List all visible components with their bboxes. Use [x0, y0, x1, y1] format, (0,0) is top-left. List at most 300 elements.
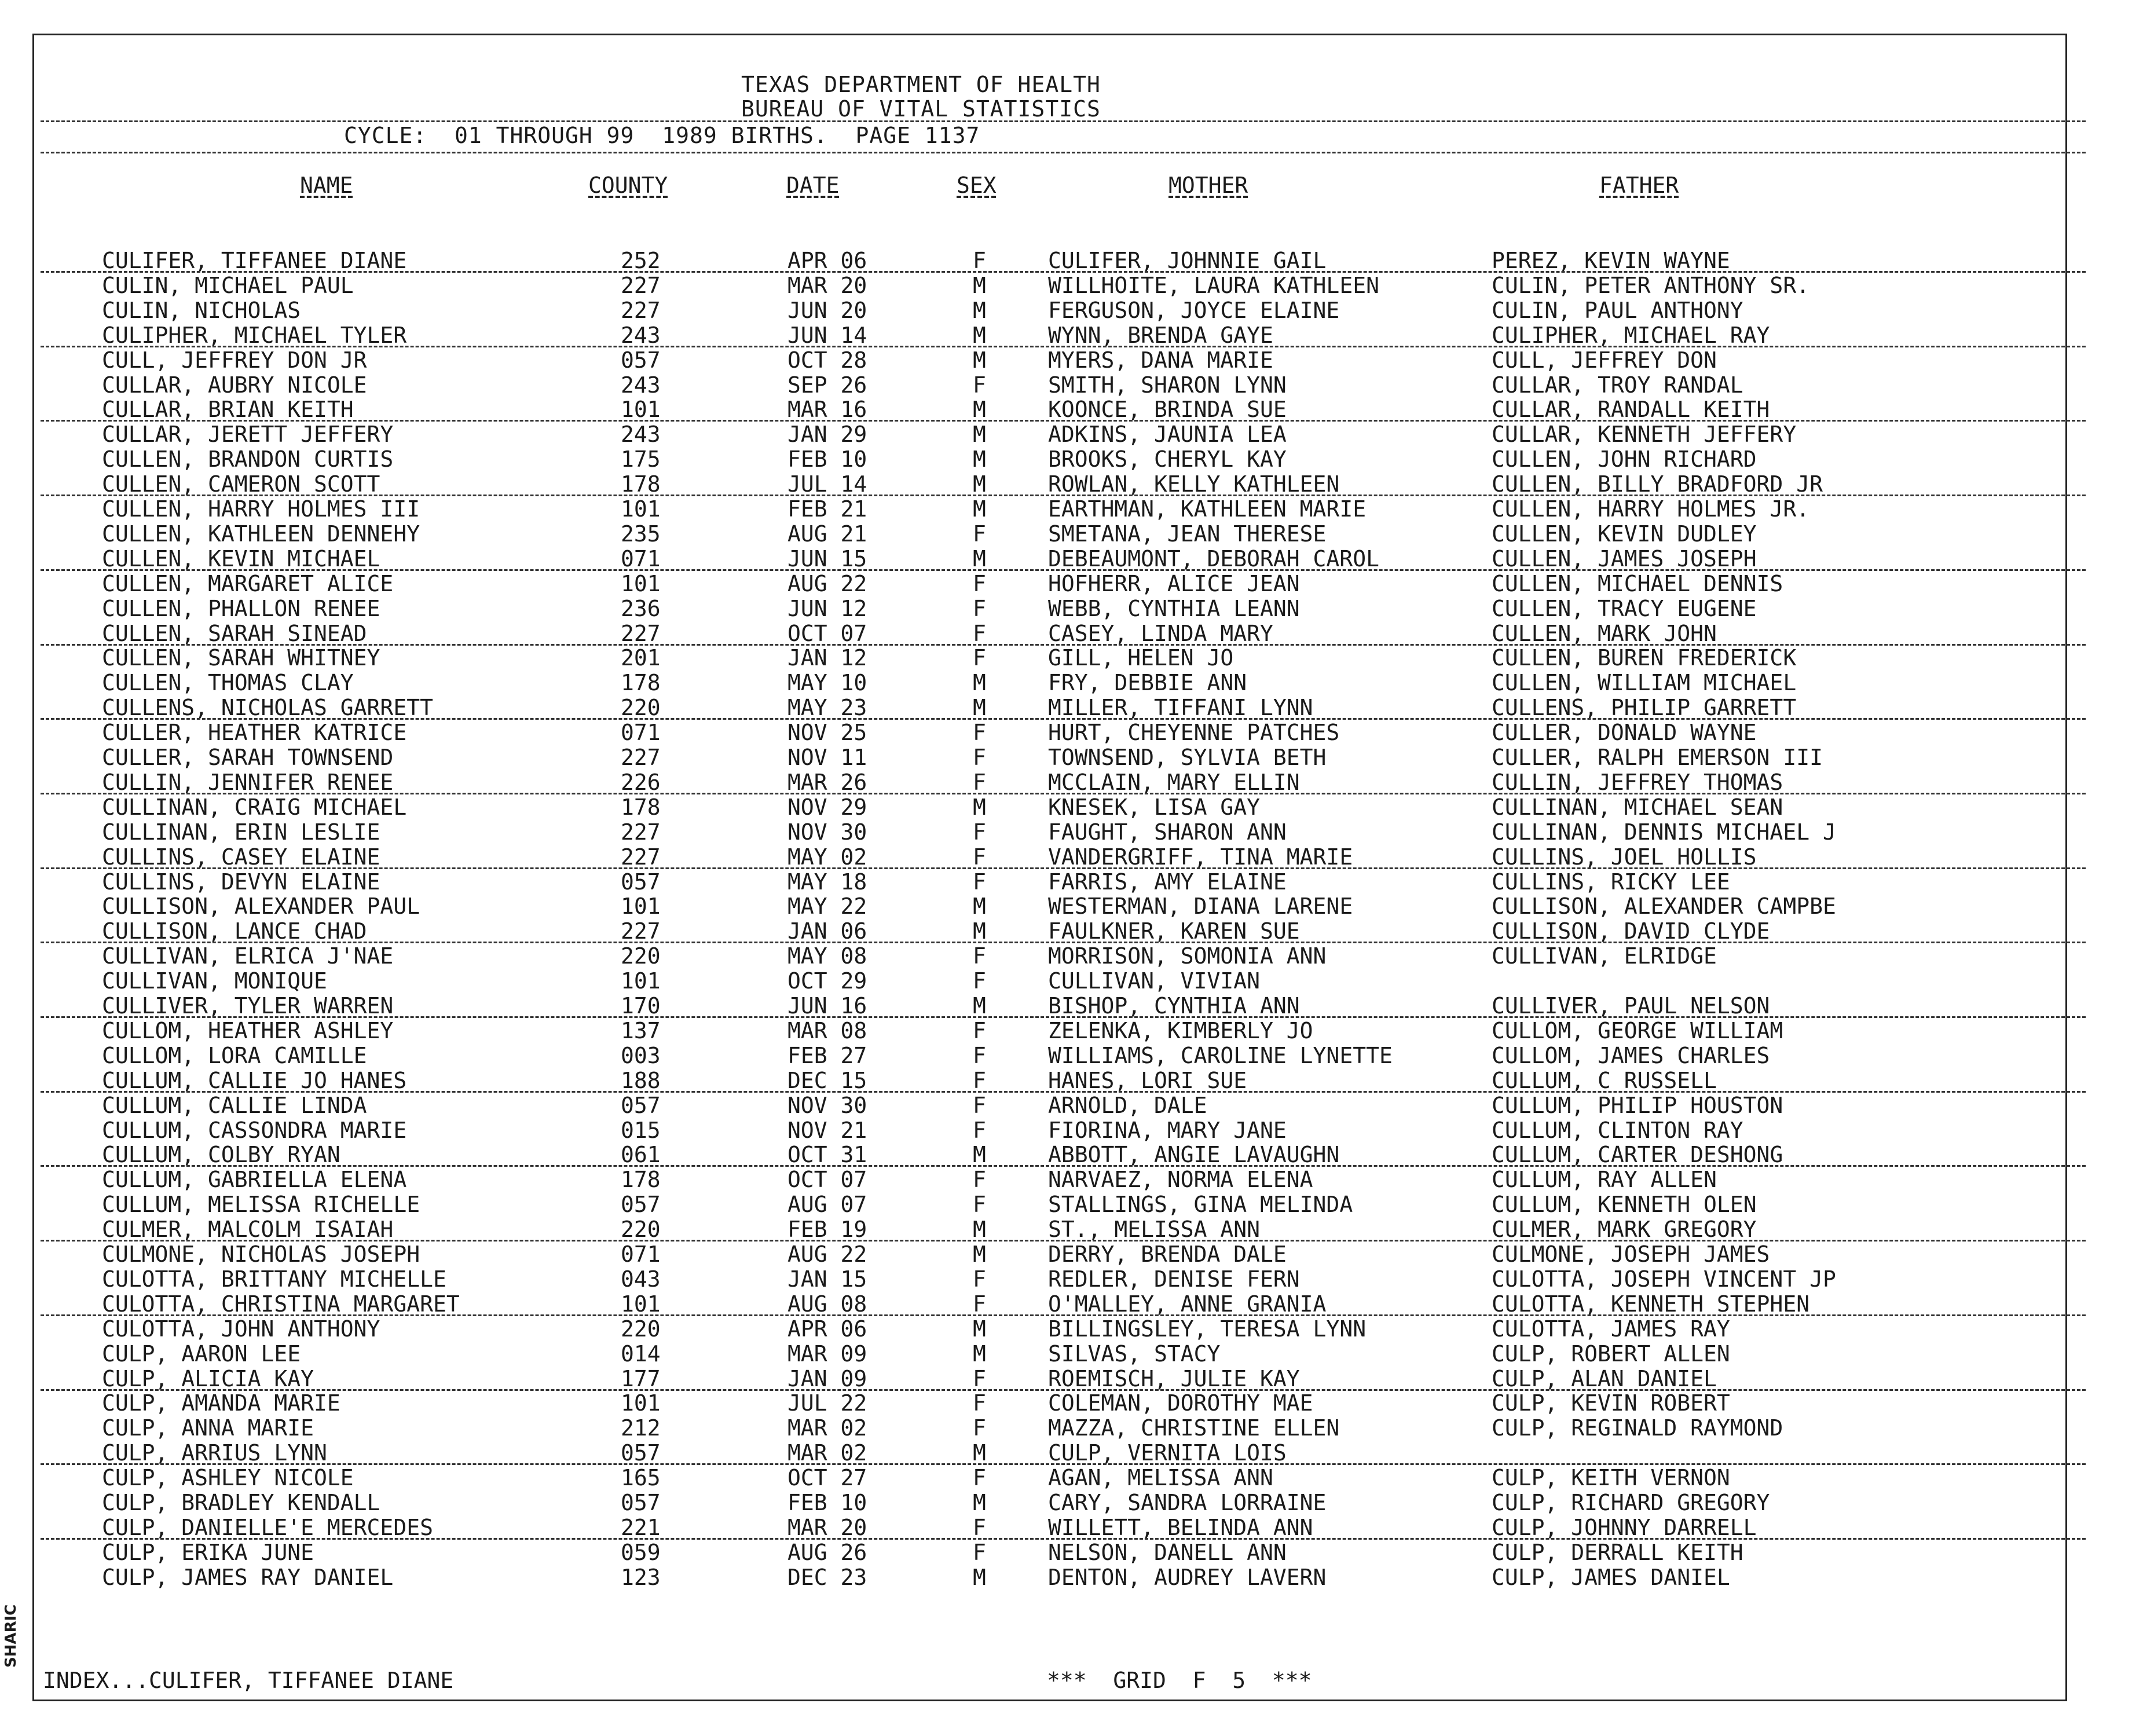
cell-mother: BISHOP, CYNTHIA ANN	[1048, 993, 1300, 1019]
cell-father: CULP, DERRALL KEITH	[1492, 1539, 1743, 1565]
cell-sex: M	[973, 1564, 986, 1590]
cell-sex: M	[973, 347, 986, 373]
cell-sex: M	[973, 1217, 986, 1243]
cell-date: JAN 12	[787, 645, 867, 671]
cell-mother: ARNOLD, DALE	[1048, 1092, 1207, 1118]
cell-county: 220	[621, 943, 661, 969]
cell-county: 227	[621, 918, 661, 944]
cell-father: CULLIVER, PAUL NELSON	[1492, 993, 1770, 1019]
cell-sex: F	[973, 1415, 986, 1441]
cell-date: FEB 27	[787, 1042, 867, 1068]
cell-father: CULLER, DONALD WAYNE	[1492, 720, 1757, 746]
cell-name: CULLIVAN, ELRICA J'NAE	[102, 943, 394, 969]
table-row	[0, 893, 2132, 918]
cell-father: CULLEN, TRACY EUGENE	[1492, 595, 1757, 621]
cell-name: CULP, ERIKA JUNE	[102, 1539, 314, 1565]
cell-mother: ABBOTT, ANGIE LAVAUGHN	[1048, 1142, 1340, 1168]
cell-father: CULLEN, HARRY HOLMES JR.	[1492, 496, 1810, 522]
cell-mother: ST., MELISSA ANN	[1048, 1217, 1261, 1243]
cell-mother: ADKINS, JAUNIA LEA	[1048, 422, 1287, 448]
cell-father: CULP, RICHARD GREGORY	[1492, 1490, 1770, 1515]
side-label: SHARIC	[2, 1604, 20, 1668]
cell-county: 003	[621, 1042, 661, 1068]
cell-mother: NARVAEZ, NORMA ELENA	[1048, 1167, 1313, 1193]
cell-county: 220	[621, 695, 661, 721]
cell-sex: F	[973, 869, 986, 895]
cell-sex: F	[973, 248, 986, 273]
table-row	[0, 869, 2132, 894]
table-row	[0, 1142, 2132, 1167]
table-row	[0, 1490, 2132, 1515]
table-row	[0, 1043, 2132, 1068]
cell-mother: MAZZA, CHRISTINE ELLEN	[1048, 1415, 1340, 1441]
cell-county: 061	[621, 1142, 661, 1168]
cell-county: 243	[621, 422, 661, 448]
cell-mother: WESTERMAN, DIANA LARENE	[1048, 893, 1353, 920]
cell-father: CULLEN, JAMES JOSEPH	[1492, 545, 1757, 572]
cell-name: CULIN, NICHOLAS	[102, 297, 301, 323]
cell-date: AUG 26	[787, 1539, 867, 1565]
cell-sex: F	[973, 1539, 986, 1565]
cell-date: MAR 02	[787, 1440, 867, 1466]
cell-sex: F	[973, 1067, 986, 1093]
table-row	[0, 422, 2132, 446]
cell-date: MAR 02	[787, 1415, 867, 1441]
cell-county: 043	[621, 1266, 661, 1292]
cell-county: 057	[621, 869, 661, 895]
header-divider-2	[41, 152, 2086, 153]
cell-mother: HANES, LORI SUE	[1048, 1067, 1247, 1093]
cell-sex: F	[973, 1117, 986, 1143]
table-row	[0, 968, 2132, 993]
cell-sex: M	[973, 397, 986, 423]
cell-sex: F	[973, 1390, 986, 1416]
cell-sex: M	[973, 670, 986, 696]
cell-name: CULLER, SARAH TOWNSEND	[102, 745, 394, 770]
cell-name: CULP, ASHLEY NICOLE	[102, 1465, 354, 1491]
cell-county: 057	[621, 1440, 661, 1466]
cell-father: CULIN, PAUL ANTHONY	[1492, 297, 1743, 323]
cell-county: 123	[621, 1564, 661, 1590]
cell-mother: ROWLAN, KELLY KATHLEEN	[1048, 471, 1340, 497]
cell-sex: M	[973, 322, 986, 348]
cell-mother: COLEMAN, DOROTHY MAE	[1048, 1390, 1313, 1416]
cell-date: OCT 31	[787, 1142, 867, 1168]
cell-county: 212	[621, 1415, 661, 1441]
col-header-sex: SEX	[957, 173, 997, 198]
cell-county: 243	[621, 372, 661, 398]
cell-date: JAN 29	[787, 422, 867, 448]
table-row	[0, 1440, 2132, 1465]
cell-father: CULLUM, CARTER DESHONG	[1492, 1142, 1783, 1168]
cell-father: CULP, KEITH VERNON	[1492, 1465, 1730, 1491]
cell-county: 227	[621, 620, 661, 646]
agency-title: TEXAS DEPARTMENT OF HEALTH	[741, 72, 1101, 97]
cell-date: JUN 20	[787, 297, 867, 323]
cell-date: JUN 12	[787, 595, 867, 621]
cell-date: OCT 07	[787, 1167, 867, 1193]
cell-date: APR 06	[787, 1316, 867, 1342]
cell-name: CULIFER, TIFFANEE DIANE	[102, 248, 407, 273]
cell-date: MAR 26	[787, 769, 867, 795]
cell-sex: F	[973, 769, 986, 795]
cell-county: 057	[621, 347, 661, 373]
cell-father: CULLAR, RANDALL KEITH	[1492, 397, 1770, 423]
cell-name: CULLUM, GABRIELLA ELENA	[102, 1167, 407, 1193]
col-header-father: FATHER	[1599, 173, 1679, 198]
cell-name: CULLOM, LORA CAMILLE	[102, 1042, 367, 1068]
cell-date: NOV 25	[787, 720, 867, 746]
cell-county: 243	[621, 322, 661, 348]
table-row	[0, 819, 2132, 844]
cell-date: FEB 21	[787, 496, 867, 522]
cell-date: DEC 23	[787, 1564, 867, 1590]
cell-mother: EARTHMAN, KATHLEEN MARIE	[1048, 496, 1367, 522]
cell-county: 201	[621, 645, 661, 671]
cell-name: CULLOM, HEATHER ASHLEY	[102, 1017, 394, 1043]
table-row	[0, 1018, 2132, 1043]
cell-sex: M	[973, 471, 986, 497]
cell-name: CULP, BRADLEY KENDALL	[102, 1490, 380, 1515]
cell-date: MAY 22	[787, 893, 867, 920]
cell-county: 178	[621, 670, 661, 696]
table-row	[0, 1540, 2132, 1565]
cell-name: CULP, ALICIA KAY	[102, 1365, 314, 1391]
cell-date: APR 06	[787, 248, 867, 273]
cell-name: CULP, ANNA MARIE	[102, 1415, 314, 1441]
cell-mother: FARRIS, AMY ELAINE	[1048, 869, 1287, 895]
header-divider	[41, 120, 2086, 122]
cell-sex: F	[973, 1017, 986, 1043]
cell-sex: M	[973, 695, 986, 721]
table-row	[0, 298, 2132, 323]
table-row	[0, 1515, 2132, 1540]
cell-mother: WEBB, CYNTHIA LEANN	[1048, 595, 1300, 621]
cell-father: CULLIVAN, ELRIDGE	[1492, 943, 1717, 969]
cell-date: NOV 11	[787, 745, 867, 770]
cell-date: JAN 09	[787, 1365, 867, 1391]
cell-mother: FAUGHT, SHARON ANN	[1048, 819, 1287, 845]
cell-county: 101	[621, 893, 661, 920]
cell-sex: F	[973, 1266, 986, 1292]
table-row	[0, 1341, 2132, 1366]
cell-father: CULOTTA, JAMES RAY	[1492, 1316, 1730, 1342]
cell-name: CULP, ARRIUS LYNN	[102, 1440, 327, 1466]
table-row	[0, 596, 2132, 621]
cell-date: JUL 14	[787, 471, 867, 497]
cell-mother: WYNN, BRENDA GAYE	[1048, 322, 1273, 348]
cell-father: CULLUM, PHILIP HOUSTON	[1492, 1092, 1783, 1118]
table-row	[0, 1291, 2132, 1316]
cell-county: 175	[621, 446, 661, 473]
table-row	[0, 347, 2132, 372]
cell-county: 059	[621, 1539, 661, 1565]
cell-sex: F	[973, 645, 986, 671]
cell-mother: TOWNSEND, SYLVIA BETH	[1048, 745, 1327, 770]
cell-father: CULLISON, DAVID CLYDE	[1492, 918, 1770, 944]
cell-name: CULP, JAMES RAY DANIEL	[102, 1564, 394, 1590]
cell-county: 057	[621, 1192, 661, 1218]
cell-father: CULLUM, KENNETH OLEN	[1492, 1192, 1757, 1218]
cell-name: CULLIN, JENNIFER RENEE	[102, 769, 394, 795]
cell-county: 226	[621, 769, 661, 795]
cell-mother: DEBEAUMONT, DEBORAH CAROL	[1048, 545, 1379, 572]
cell-county: 101	[621, 968, 661, 994]
table-row	[0, 1316, 2132, 1341]
table-row	[0, 397, 2132, 422]
cell-father: CULLUM, C RUSSELL	[1492, 1067, 1717, 1093]
cell-father: CULLINAN, DENNIS MICHAEL J	[1492, 819, 1836, 845]
cell-father: CULLEN, WILLIAM MICHAEL	[1492, 670, 1797, 696]
cell-sex: F	[973, 620, 986, 646]
table-row	[0, 670, 2132, 695]
cell-county: 178	[621, 1167, 661, 1193]
footer-grid: *** GRID F 5 ***	[1047, 1668, 1312, 1693]
cell-father: CULLER, RALPH EMERSON III	[1492, 745, 1823, 770]
table-row	[0, 1366, 2132, 1391]
cell-father: CULL, JEFFREY DON	[1492, 347, 1717, 373]
cell-father: CULOTTA, KENNETH STEPHEN	[1492, 1291, 1810, 1317]
cell-date: JAN 06	[787, 918, 867, 944]
cell-date: JUN 16	[787, 993, 867, 1019]
table-row	[0, 471, 2132, 496]
cell-mother: WILLHOITE, LAURA KATHLEEN	[1048, 272, 1379, 298]
cell-date: MAY 23	[787, 695, 867, 721]
cell-date: MAY 10	[787, 670, 867, 696]
cell-county: 227	[621, 745, 661, 770]
cell-county: 177	[621, 1365, 661, 1391]
cell-father: CULP, ALAN DANIEL	[1492, 1365, 1717, 1391]
cell-sex: F	[973, 1092, 986, 1118]
cell-father: CULLINAN, MICHAEL SEAN	[1492, 794, 1783, 820]
cell-name: CULLUM, CALLIE JO HANES	[102, 1067, 407, 1093]
cell-mother: MORRISON, SOMONIA ANN	[1048, 943, 1327, 969]
cell-mother: FIORINA, MARY JANE	[1048, 1117, 1287, 1143]
cell-sex: F	[973, 1042, 986, 1068]
table-row	[0, 1217, 2132, 1241]
cell-name: CULLINAN, CRAIG MICHAEL	[102, 794, 407, 820]
cell-mother: HOFHERR, ALICE JEAN	[1048, 570, 1300, 596]
cell-date: SEP 26	[787, 372, 867, 398]
cell-sex: F	[973, 745, 986, 770]
cell-father: CULP, KEVIN ROBERT	[1492, 1390, 1730, 1416]
cell-father: CULOTTA, JOSEPH VINCENT JP	[1492, 1266, 1836, 1292]
cell-name: CULLINS, CASEY ELAINE	[102, 844, 380, 870]
cell-date: MAR 08	[787, 1017, 867, 1043]
cell-name: CULLAR, BRIAN KEITH	[102, 397, 354, 423]
cell-sex: F	[973, 1192, 986, 1218]
cell-name: CULOTTA, CHRISTINA MARGARET	[102, 1291, 460, 1317]
cell-father: CULP, REGINALD RAYMOND	[1492, 1415, 1783, 1441]
cell-name: CULLAR, AUBRY NICOLE	[102, 372, 367, 398]
cell-mother: VANDERGRIFF, TINA MARIE	[1048, 844, 1353, 870]
cell-date: NOV 29	[787, 794, 867, 820]
cell-mother: CULP, VERNITA LOIS	[1048, 1440, 1287, 1466]
cell-name: CULLINS, DEVYN ELAINE	[102, 869, 380, 895]
cell-sex: F	[973, 720, 986, 746]
cell-mother: GILL, HELEN JO	[1048, 645, 1234, 671]
table-row	[0, 695, 2132, 720]
cell-mother: O'MALLEY, ANNE GRANIA	[1048, 1291, 1327, 1317]
cell-county: 227	[621, 297, 661, 323]
cell-mother: MILLER, TIFFANI LYNN	[1048, 695, 1313, 721]
cell-father: CULLISON, ALEXANDER CAMPBE	[1492, 893, 1836, 920]
cell-date: JAN 15	[787, 1266, 867, 1292]
table-row	[0, 1415, 2132, 1440]
cell-date: OCT 07	[787, 620, 867, 646]
table-row	[0, 571, 2132, 596]
cell-date: DEC 15	[787, 1067, 867, 1093]
table-row	[0, 1118, 2132, 1142]
cell-father: CULLINS, JOEL HOLLIS	[1492, 844, 1757, 870]
cell-date: MAR 16	[787, 397, 867, 423]
cell-date: NOV 21	[787, 1117, 867, 1143]
cycle-line: CYCLE: 01 THROUGH 99 1989 BIRTHS. PAGE 1137	[344, 123, 980, 148]
cell-name: CULLEN, MARGARET ALICE	[102, 570, 394, 596]
cell-father: CULP, JOHNNY DARRELL	[1492, 1514, 1757, 1540]
cell-mother: CASEY, LINDA MARY	[1048, 620, 1273, 646]
cell-father: CULLINS, RICKY LEE	[1492, 869, 1730, 895]
table-row	[0, 1390, 2132, 1415]
cell-date: JUN 14	[787, 322, 867, 348]
cell-mother: KNESEK, LISA GAY	[1048, 794, 1261, 820]
cell-sex: F	[973, 1291, 986, 1317]
table-row	[0, 1167, 2132, 1192]
cell-county: 101	[621, 397, 661, 423]
cell-father: CULLENS, PHILIP GARRETT	[1492, 695, 1797, 721]
col-header-county: COUNTY	[588, 173, 668, 198]
cell-date: FEB 19	[787, 1217, 867, 1243]
cell-name: CULLEN, HARRY HOLMES III	[102, 496, 420, 522]
cell-name: CULLUM, CALLIE LINDA	[102, 1092, 367, 1118]
cell-county: 071	[621, 720, 661, 746]
cell-county: 252	[621, 248, 661, 273]
cell-father: CULLUM, RAY ALLEN	[1492, 1167, 1717, 1193]
cell-date: JUN 15	[787, 545, 867, 572]
cell-mother: ROEMISCH, JULIE KAY	[1048, 1365, 1300, 1391]
cell-county: 236	[621, 595, 661, 621]
cell-date: MAY 08	[787, 943, 867, 969]
cell-name: CULLEN, SARAH SINEAD	[102, 620, 367, 646]
cell-date: AUG 21	[787, 521, 867, 547]
cell-father: CULLAR, KENNETH JEFFERY	[1492, 422, 1797, 448]
cell-date: OCT 27	[787, 1465, 867, 1491]
cell-name: CULOTTA, JOHN ANTHONY	[102, 1316, 380, 1342]
table-row	[0, 1465, 2132, 1490]
cell-father: CULLUM, CLINTON RAY	[1492, 1117, 1743, 1143]
cell-name: CULL, JEFFREY DON JR	[102, 347, 367, 373]
cell-date: FEB 10	[787, 1490, 867, 1515]
cell-mother: AGAN, MELISSA ANN	[1048, 1465, 1273, 1491]
cell-sex: F	[973, 844, 986, 870]
table-row	[0, 645, 2132, 670]
cell-sex: M	[973, 918, 986, 944]
cell-name: CULLUM, MELISSA RICHELLE	[102, 1192, 420, 1218]
cell-date: OCT 29	[787, 968, 867, 994]
cell-county: 170	[621, 993, 661, 1019]
cell-date: NOV 30	[787, 1092, 867, 1118]
cell-father: CULLEN, KEVIN DUDLEY	[1492, 521, 1757, 547]
cell-father: PEREZ, KEVIN WAYNE	[1492, 248, 1730, 273]
cell-name: CULLIVER, TYLER WARREN	[102, 993, 394, 1019]
cell-county: 221	[621, 1514, 661, 1540]
cell-name: CULIPHER, MICHAEL TYLER	[102, 322, 407, 348]
cell-name: CULP, AMANDA MARIE	[102, 1390, 340, 1416]
cell-father: CULP, JAMES DANIEL	[1492, 1564, 1730, 1590]
table-row	[0, 770, 2132, 794]
cell-county: 178	[621, 471, 661, 497]
cell-father: CULLEN, MARK JOHN	[1492, 620, 1717, 646]
cell-father: CULMONE, JOSEPH JAMES	[1492, 1241, 1770, 1267]
cell-date: MAR 20	[787, 1514, 867, 1540]
cell-father: CULIN, PETER ANTHONY SR.	[1492, 272, 1810, 298]
cell-name: CULP, AARON LEE	[102, 1341, 301, 1367]
cell-father: CULLEN, MICHAEL DENNIS	[1492, 570, 1783, 596]
cell-sex: M	[973, 1341, 986, 1367]
cell-name: CULMER, MALCOLM ISAIAH	[102, 1217, 394, 1243]
cell-mother: MCCLAIN, MARY ELLIN	[1048, 769, 1300, 795]
cell-mother: DERRY, BRENDA DALE	[1048, 1241, 1287, 1267]
table-row	[0, 521, 2132, 546]
cell-name: CULLEN, CAMERON SCOTT	[102, 471, 380, 497]
cell-sex: M	[973, 422, 986, 448]
cell-mother: ZELENKA, KIMBERLY JO	[1048, 1017, 1313, 1043]
cell-mother: STALLINGS, GINA MELINDA	[1048, 1192, 1353, 1218]
cell-sex: F	[973, 570, 986, 596]
cell-mother: SILVAS, STACY	[1048, 1341, 1221, 1367]
cell-county: 220	[621, 1316, 661, 1342]
cell-mother: SMITH, SHARON LYNN	[1048, 372, 1287, 398]
cell-date: FEB 10	[787, 446, 867, 473]
cell-sex: M	[973, 794, 986, 820]
cell-county: 227	[621, 272, 661, 298]
cell-county: 071	[621, 1241, 661, 1267]
cell-father: CULLOM, JAMES CHARLES	[1492, 1042, 1770, 1068]
cell-county: 235	[621, 521, 661, 547]
cell-mother: DENTON, AUDREY LAVERN	[1048, 1564, 1327, 1590]
cell-date: MAY 02	[787, 844, 867, 870]
table-row	[0, 918, 2132, 943]
cell-county: 101	[621, 1390, 661, 1416]
cell-mother: BROOKS, CHERYL KAY	[1048, 446, 1287, 473]
table-row	[0, 248, 2132, 273]
cell-father: CULLEN, BUREN FREDERICK	[1492, 645, 1797, 671]
cell-county: 227	[621, 819, 661, 845]
cell-date: JUL 22	[787, 1390, 867, 1416]
cell-father: CULMER, MARK GREGORY	[1492, 1217, 1757, 1243]
cell-sex: F	[973, 1514, 986, 1540]
cell-sex: M	[973, 1440, 986, 1466]
cell-sex: F	[973, 943, 986, 969]
cell-sex: F	[973, 1465, 986, 1491]
cell-sex: M	[973, 496, 986, 522]
cell-sex: F	[973, 1365, 986, 1391]
cell-mother: CULLIVAN, VIVIAN	[1048, 968, 1261, 994]
cell-name: CULP, DANIELLE'E MERCEDES	[102, 1514, 433, 1540]
cell-mother: KOONCE, BRINDA SUE	[1048, 397, 1287, 423]
cell-county: 015	[621, 1117, 661, 1143]
cell-sex: M	[973, 993, 986, 1019]
cell-county: 188	[621, 1067, 661, 1093]
cell-name: CULLEN, SARAH WHITNEY	[102, 645, 380, 671]
cell-mother: CULIFER, JOHNNIE GAIL	[1048, 248, 1327, 273]
cell-name: CULLENS, NICHOLAS GARRETT	[102, 695, 433, 721]
cell-sex: F	[973, 521, 986, 547]
cell-date: AUG 22	[787, 570, 867, 596]
cell-mother: BILLINGSLEY, TERESA LYNN	[1048, 1316, 1367, 1342]
cell-date: MAY 18	[787, 869, 867, 895]
table-row	[0, 1192, 2132, 1217]
